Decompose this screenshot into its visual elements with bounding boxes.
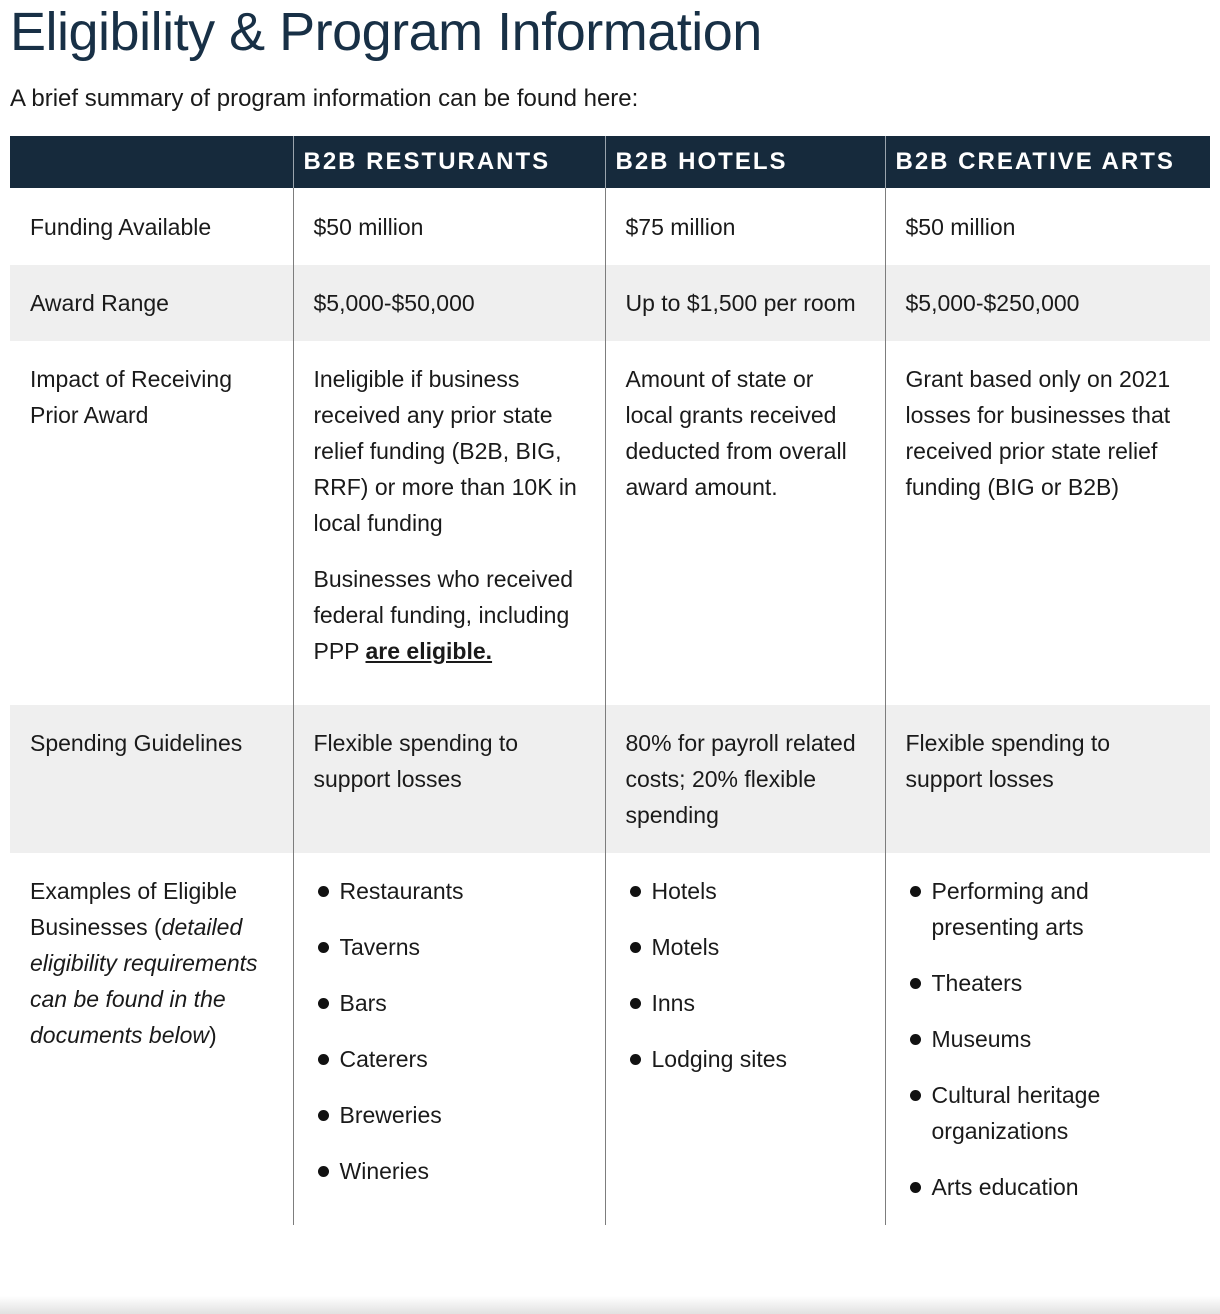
cell-hotels <box>605 853 885 1225</box>
table-row-impact <box>10 341 1210 705</box>
cell-creative-arts: $5,000-$250,000 <box>885 265 1210 341</box>
row-label: Spending Guidelines <box>10 705 293 853</box>
cell-hotels: Amount of state or local grants received deducted from overall award amount. <box>605 341 885 705</box>
program-table <box>10 136 1210 1225</box>
list-item: Inns <box>652 985 865 1021</box>
row-label: Award Range <box>10 265 293 341</box>
table-row-examples <box>10 853 1210 1225</box>
table-row-spending <box>10 705 1210 853</box>
cell-creative-arts <box>885 853 1210 1225</box>
bottom-fade <box>0 1296 1220 1314</box>
eligible-emphasis: are eligible. <box>365 638 493 664</box>
table-row-funding <box>10 188 1210 265</box>
list-item: Motels <box>652 929 865 965</box>
intro-text: A brief summary of program information can be found here: <box>10 85 639 112</box>
list-item: Arts education <box>932 1169 1191 1205</box>
header-creative-arts: B2B CREATIVE ARTS <box>885 136 1210 188</box>
cell-restaurants: $5,000-$50,000 <box>293 265 605 341</box>
cell-restaurants <box>293 341 605 705</box>
table-row-award <box>10 265 1210 341</box>
list-item: Breweries <box>340 1097 585 1133</box>
table-header <box>10 136 1210 188</box>
cell-creative-arts: Grant based only on 2021 losses for businesses that received prior state relief funding (BIG or B2B) <box>885 341 1210 705</box>
row-label: Funding Available <box>30 214 212 240</box>
list-item: Wineries <box>340 1153 585 1189</box>
examples-label-start: Examples of Eligible Businesses ( <box>30 878 238 940</box>
impact-restaurants-text: Businesses who received federal funding, including PPP <box>313 566 574 664</box>
examples-label-italic: detailed eligibility requirements can be found in the documents below <box>30 914 258 1048</box>
impact-restaurants-paragraph-1: Ineligible if business received any prior state relief funding (B2B, BIG, RRF) or more than 10K in local funding <box>313 366 577 536</box>
list-item: Caterers <box>340 1041 585 1077</box>
cell-hotels: 80% for payroll related costs; 20% flexible spending <box>605 705 885 853</box>
cell-restaurants: $50 million <box>293 188 605 265</box>
row-label <box>10 853 293 1225</box>
list-item: Taverns <box>340 929 585 965</box>
list-item: Bars <box>340 985 585 1021</box>
restaurants-list <box>314 873 585 1189</box>
cell-hotels: $75 million <box>605 188 885 265</box>
list-item: Lodging sites <box>652 1041 865 1077</box>
cell-hotels: Up to $1,500 per room <box>605 265 885 341</box>
hotels-list <box>626 873 865 1077</box>
header-restaurants: B2B RESTURANTS <box>293 136 605 188</box>
row-label: Impact of Receiving Prior Award <box>30 366 232 428</box>
header-row <box>10 136 1210 188</box>
creative-arts-list <box>906 873 1191 1205</box>
page-title: Eligibility & Program Information <box>10 2 762 62</box>
list-item: Performing and presenting arts <box>932 873 1191 945</box>
header-empty <box>10 136 293 188</box>
header-hotels: B2B HOTELS <box>605 136 885 188</box>
cell-restaurants <box>293 853 605 1225</box>
list-item: Hotels <box>652 873 865 909</box>
cell-creative-arts: Flexible spending to support losses <box>885 705 1210 853</box>
list-item: Theaters <box>932 965 1191 1001</box>
list-item: Restaurants <box>340 873 585 909</box>
impact-restaurants-paragraph-2 <box>314 561 585 669</box>
cell-restaurants: Flexible spending to support losses <box>293 705 605 853</box>
list-item: Museums <box>932 1021 1191 1057</box>
cell-creative-arts: $50 million <box>885 188 1210 265</box>
list-item: Cultural heritage organizations <box>932 1077 1191 1149</box>
examples-label-end: ) <box>209 1022 217 1048</box>
